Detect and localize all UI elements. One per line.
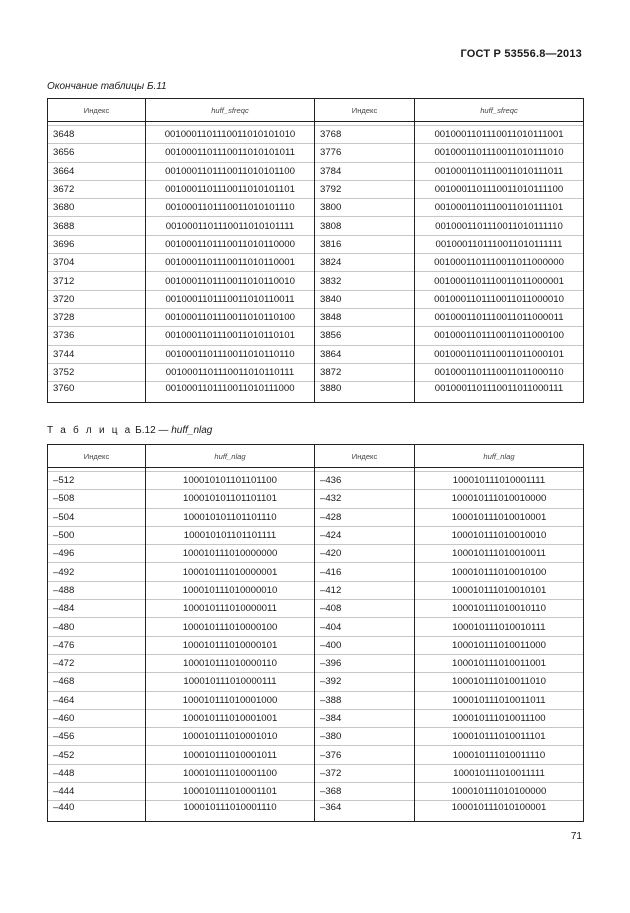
index-cell: –488 [48, 581, 146, 599]
code-cell: 100010111010010100 [415, 563, 584, 581]
index-cell: 3824 [315, 254, 415, 272]
standard-header: ГОСТ Р 53556.8—2013 [460, 48, 582, 60]
index-cell: 3784 [315, 162, 415, 180]
index-cell: –388 [315, 691, 415, 709]
code-cell: 100010111010000000 [146, 545, 315, 563]
code-cell: 0010001101110011011000001 [415, 272, 584, 290]
code-cell: 100010111010000100 [146, 618, 315, 636]
code-cell: 0010001101110011010110010 [146, 272, 315, 290]
code-cell: 100010111010100001 [415, 801, 584, 822]
index-cell: –460 [48, 709, 146, 727]
code-cell: 100010111010000101 [146, 636, 315, 654]
column-header-index: Индекс [48, 99, 146, 122]
code-cell: 100010111010001010 [146, 728, 315, 746]
table-row [48, 144, 584, 162]
table-row [48, 618, 584, 636]
index-cell: –512 [48, 472, 146, 490]
code-cell: 100010111010011000 [415, 636, 584, 654]
index-cell: 3792 [315, 180, 415, 198]
index-cell: –384 [315, 709, 415, 727]
page-number: 71 [570, 831, 582, 842]
code-cell: 100010111010010010 [415, 526, 584, 544]
index-cell: 3656 [48, 144, 146, 162]
index-cell: 3704 [48, 254, 146, 272]
table-row [48, 563, 584, 581]
index-cell: –400 [315, 636, 415, 654]
code-cell: 100010111010100000 [415, 783, 584, 801]
table-row [48, 636, 584, 654]
index-cell: –476 [48, 636, 146, 654]
index-cell: –452 [48, 746, 146, 764]
code-cell: 100010101101101101 [146, 490, 315, 508]
table-row [48, 764, 584, 782]
code-cell: 0010001101110011010110000 [146, 235, 315, 253]
code-cell: 100010111010010111 [415, 618, 584, 636]
code-cell: 100010111010010001 [415, 508, 584, 526]
code-cell: 100010111010000011 [146, 600, 315, 618]
index-cell: –468 [48, 673, 146, 691]
column-header-index: Индекс [48, 445, 146, 468]
code-cell: 100010111010010000 [415, 490, 584, 508]
code-cell: 100010111010000001 [146, 563, 315, 581]
index-cell: 3648 [48, 126, 146, 144]
table2-caption [47, 425, 212, 436]
code-cell: 0010001101110011011000101 [415, 345, 584, 363]
index-cell: 3664 [48, 162, 146, 180]
index-cell: –464 [48, 691, 146, 709]
index-cell: –368 [315, 783, 415, 801]
code-cell: 0010001101110011010110011 [146, 290, 315, 308]
table-row [48, 728, 584, 746]
code-cell: 0010001101110011010101101 [146, 180, 315, 198]
index-cell: 3768 [315, 126, 415, 144]
table-row [48, 600, 584, 618]
index-cell: –504 [48, 508, 146, 526]
index-cell: 3872 [315, 363, 415, 381]
code-cell: 100010111010000010 [146, 581, 315, 599]
index-cell: 3848 [315, 308, 415, 326]
index-cell: –404 [315, 618, 415, 636]
code-cell: 0010001101110011010110101 [146, 327, 315, 345]
index-cell: –396 [315, 654, 415, 672]
code-cell: 100010111010001110 [146, 801, 315, 822]
column-header-index: Индекс [315, 99, 415, 122]
table-row [48, 508, 584, 526]
index-cell: 3728 [48, 308, 146, 326]
code-cell: 0010001101110011011000000 [415, 254, 584, 272]
index-cell: –412 [315, 581, 415, 599]
code-cell: 100010111010001001 [146, 709, 315, 727]
code-cell: 0010001101110011010101111 [146, 217, 315, 235]
index-cell: 3752 [48, 363, 146, 381]
caption-prefix: Т а б л и ц а [47, 425, 133, 436]
code-cell: 100010111010011101 [415, 728, 584, 746]
code-cell: 100010101101101110 [146, 508, 315, 526]
table-row [48, 382, 584, 403]
code-cell: 0010001101110011010111101 [415, 199, 584, 217]
table-row [48, 490, 584, 508]
index-cell: 3832 [315, 272, 415, 290]
table-b11 [47, 98, 584, 403]
index-cell: –448 [48, 764, 146, 782]
column-header-huff-nlag: huff_nlag [146, 445, 315, 468]
code-cell: 100010111010001111 [415, 472, 584, 490]
index-cell: –416 [315, 563, 415, 581]
code-cell: 0010001101110011010101110 [146, 199, 315, 217]
index-cell: –480 [48, 618, 146, 636]
index-cell: –472 [48, 654, 146, 672]
code-cell: 100010111010001000 [146, 691, 315, 709]
code-cell: 100010111010001011 [146, 746, 315, 764]
code-cell: 0010001101110011011000100 [415, 327, 584, 345]
table-row [48, 709, 584, 727]
index-cell: 3808 [315, 217, 415, 235]
index-cell: –440 [48, 801, 146, 822]
code-cell: 0010001101110011010111111 [415, 235, 584, 253]
code-cell: 100010111010010101 [415, 581, 584, 599]
code-cell: 100010111010010011 [415, 545, 584, 563]
code-cell: 0010001101110011010111000 [146, 382, 315, 403]
index-cell: –392 [315, 673, 415, 691]
table-row [48, 654, 584, 672]
code-cell: 100010111010011111 [415, 764, 584, 782]
index-cell: –432 [315, 490, 415, 508]
index-cell: 3840 [315, 290, 415, 308]
table-row [48, 801, 584, 822]
column-header-huff-sfreqc: huff_sfreqc [146, 99, 315, 122]
code-cell: 100010111010010110 [415, 600, 584, 618]
code-cell: 0010001101110011010111011 [415, 162, 584, 180]
code-cell: 100010111010001100 [146, 764, 315, 782]
code-cell: 0010001101110011010110110 [146, 345, 315, 363]
index-cell: –456 [48, 728, 146, 746]
code-cell: 100010111010011100 [415, 709, 584, 727]
code-cell: 100010111010001101 [146, 783, 315, 801]
code-cell: 100010111010011010 [415, 673, 584, 691]
column-header-index: Индекс [315, 445, 415, 468]
code-cell: 0010001101110011010110001 [146, 254, 315, 272]
code-cell: 0010001101110011010101011 [146, 144, 315, 162]
code-cell: 0010001101110011010111001 [415, 126, 584, 144]
table-row [48, 673, 584, 691]
table-row [48, 345, 584, 363]
index-cell: –364 [315, 801, 415, 822]
index-cell: 3776 [315, 144, 415, 162]
index-cell: 3736 [48, 327, 146, 345]
table-row [48, 254, 584, 272]
table-row [48, 235, 584, 253]
index-cell: –484 [48, 600, 146, 618]
code-cell: 100010101101101111 [146, 526, 315, 544]
index-cell: –492 [48, 563, 146, 581]
code-cell: 100010111010011110 [415, 746, 584, 764]
code-cell: 0010001101110011011000110 [415, 363, 584, 381]
index-cell: 3720 [48, 290, 146, 308]
index-cell: –376 [315, 746, 415, 764]
table-row [48, 126, 584, 144]
table-row [48, 199, 584, 217]
column-header-huff-sfreqc: huff_sfreqc [415, 99, 584, 122]
table-row [48, 581, 584, 599]
table-row [48, 308, 584, 326]
index-cell: –420 [315, 545, 415, 563]
index-cell: 3864 [315, 345, 415, 363]
index-cell: 3696 [48, 235, 146, 253]
code-cell: 0010001101110011010111010 [415, 144, 584, 162]
code-cell: 0010001101110011011000010 [415, 290, 584, 308]
index-cell: 3672 [48, 180, 146, 198]
code-cell: 100010111010000111 [146, 673, 315, 691]
code-cell: 100010111010011011 [415, 691, 584, 709]
index-cell: 3680 [48, 199, 146, 217]
code-cell: 0010001101110011010110100 [146, 308, 315, 326]
index-cell: –408 [315, 600, 415, 618]
table-row [48, 327, 584, 345]
code-cell: 0010001101110011010101010 [146, 126, 315, 144]
code-cell: 0010001101110011011000011 [415, 308, 584, 326]
code-cell: 0010001101110011011000111 [415, 382, 584, 403]
index-cell: 3880 [315, 382, 415, 403]
table-row [48, 162, 584, 180]
table-row [48, 472, 584, 490]
index-cell: –428 [315, 508, 415, 526]
index-cell: –424 [315, 526, 415, 544]
caption-name: huff_nlag [171, 425, 213, 436]
index-cell: 3712 [48, 272, 146, 290]
index-cell: 3744 [48, 345, 146, 363]
code-cell: 0010001101110011010111110 [415, 217, 584, 235]
column-header-huff-nlag: huff_nlag [415, 445, 584, 468]
index-cell: 3856 [315, 327, 415, 345]
code-cell: 0010001101110011010101100 [146, 162, 315, 180]
code-cell: 100010101101101100 [146, 472, 315, 490]
table1-caption: Окончание таблицы Б.11 [47, 81, 167, 92]
table-row [48, 290, 584, 308]
code-cell: 100010111010000110 [146, 654, 315, 672]
index-cell: –508 [48, 490, 146, 508]
table-row [48, 272, 584, 290]
code-cell: 100010111010011001 [415, 654, 584, 672]
table-row [48, 783, 584, 801]
table-row [48, 746, 584, 764]
index-cell: –444 [48, 783, 146, 801]
index-cell: 3760 [48, 382, 146, 403]
index-cell: –500 [48, 526, 146, 544]
index-cell: –496 [48, 545, 146, 563]
table-row [48, 526, 584, 544]
index-cell: 3816 [315, 235, 415, 253]
index-cell: –380 [315, 728, 415, 746]
table-b12 [47, 444, 584, 822]
table-row [48, 217, 584, 235]
table-row [48, 545, 584, 563]
caption-number: Б.12 — [135, 425, 169, 436]
index-cell: 3800 [315, 199, 415, 217]
code-cell: 0010001101110011010111100 [415, 180, 584, 198]
code-cell: 0010001101110011010110111 [146, 363, 315, 381]
table-row [48, 691, 584, 709]
index-cell: –436 [315, 472, 415, 490]
table-row [48, 363, 584, 381]
index-cell: 3688 [48, 217, 146, 235]
index-cell: –372 [315, 764, 415, 782]
table-row [48, 180, 584, 198]
